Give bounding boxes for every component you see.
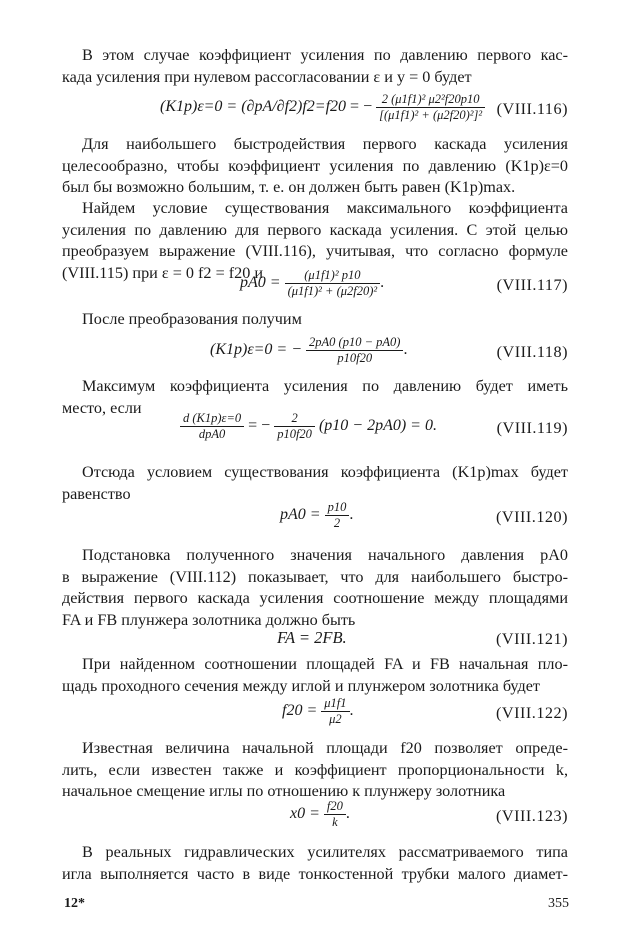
eq120-numerator: p10 [325, 500, 350, 516]
paragraph-real-amplifiers [62, 842, 568, 885]
text-line: В реальных гидравлических усилителях рассматриваемого типа [82, 843, 568, 861]
eq116-lhs: (K1p)ε=0 = (∂pA/∂f2)f2=f20 [160, 98, 347, 116]
eq119-lhs-numerator: d (K1p)ε=0 [180, 411, 244, 427]
equation-122 [62, 694, 568, 734]
eq123-lhs: x0 = [290, 805, 320, 823]
text-line: место, если [62, 398, 142, 417]
text-line: преобразуем выражение (VIII.116), учитывая, что согласно формуле [62, 242, 568, 260]
equation-118-formula: (K1p)ε=0 = − $\frac{2pA0 (p10 - pA0)}{p10f20}$ . [210, 335, 408, 365]
equation-116-formula: (K1p)ε=0 = (∂pA/∂f2)f2=f20 = − $\frac{\text{2 (μ1f1)² μ2²f20p10}}{\text{[(μ1f1)² + (μ2f20)²]²}}$ [160, 92, 485, 123]
eq122-numerator: μ1f1 [321, 696, 349, 712]
equation-number-122: (VIII.122) [496, 704, 568, 722]
eq120-lhs: pA0 = [280, 506, 321, 524]
equation-number-116: (VIII.116) [496, 100, 568, 118]
text-line: FA и FB плунжера золотника должно быть [62, 610, 356, 629]
eq117-numerator: (μ1f1)² p10 [285, 268, 381, 284]
eq116-numerator: 2 (μ1f1)² μ2²f20p10 [376, 92, 485, 108]
text-line: усиления по давлению для первого каскада усиления. С этой целью [62, 220, 568, 239]
text-line: При найденном соотношении площадей FA и FB начальная пло- [82, 655, 568, 673]
eq118-lhs: (K1p)ε=0 = − [210, 341, 303, 359]
eq117-denominator: (μ1f1)² + (μ2f20)² [287, 284, 378, 298]
text-line: лить, если известен также и коэффициент пропорциональности k, [62, 760, 568, 779]
eq122-lhs: f20 = [282, 702, 318, 720]
eq116-denominator: [(μ1f1)² + (μ2f20)²]² [379, 108, 483, 122]
equation-119-formula: $\frac{d (K1p)\varepsilon=0}{\text{dpA0}}$ = − $\frac{2}{p10f20}$ (p10 − 2pA0) = 0. [180, 411, 437, 442]
eq123-fraction [324, 799, 346, 830]
text-line: Известная величина начальной площади f20 позволяет опреде- [82, 739, 568, 757]
eq116-fraction [376, 92, 485, 123]
equation-number-118: (VIII.118) [496, 343, 568, 361]
equation-120 [62, 498, 568, 538]
eq120-denominator: 2 [333, 516, 341, 530]
equation-120-formula: pA0 = $\frac{p10}{2}$ . [280, 500, 354, 530]
paragraph-substitution [62, 545, 568, 631]
eq119-tail: (p10 − 2pA0) = 0. [318, 417, 437, 435]
equation-117-formula: pA0 = $\frac{\text{(μ1f1)² p10}}{\text{(μ1f1)² + (μ2f20)²}}$ . [240, 268, 385, 298]
text-line: щадь проходного сечения между иглой и плунжером золотника будет [62, 676, 541, 695]
text-line: када усиления при нулевом рассогласовании ε и y = 0 будет [62, 67, 472, 86]
text-line: (VIII.115) при ε = 0 f2 = f20 и [62, 263, 264, 282]
text-line: начальное смещение иглы по отношению к плунжеру золотника [62, 782, 506, 800]
eq119-denominator: p10f20 [277, 427, 312, 441]
text-line: Найдем условие существования максимального коэффициента [82, 199, 568, 217]
paragraph-area-ratio [62, 654, 568, 697]
eq119-numerator: 2 [274, 411, 315, 427]
equation-number-119: (VIII.119) [496, 419, 568, 437]
text-line: игла выполняется часто в виде тонкостенной трубки малого диамет- [62, 864, 568, 883]
eq119-lhs-denominator: dpA0 [198, 427, 226, 441]
paragraph-intro [62, 45, 568, 88]
text-line: Максимум коэффициента усиления по давлению будет иметь [82, 377, 568, 395]
eq123-numerator: f20 [324, 799, 346, 815]
eq118-fraction [306, 335, 403, 366]
equation-121-formula: FA = 2FB. [277, 628, 347, 647]
text-line: был бы возможно большим, т. е. он должен быть равен (K1p)max. [62, 178, 516, 196]
eq117-lhs: pA0 = [240, 274, 281, 292]
equation-119 [62, 409, 568, 449]
eq118-numerator: 2pA0 (p10 − pA0) [306, 335, 403, 351]
text-line: действия первого каскада усиления соотношение между площадями [62, 589, 568, 607]
eq120-fraction [325, 500, 350, 531]
equation-number-117: (VIII.117) [496, 276, 568, 294]
paragraph-speed [62, 134, 568, 199]
equation-number-120: (VIII.120) [496, 508, 568, 526]
equation-118 [62, 333, 568, 373]
equation-122-formula: f20 = $\frac{\mu 1f1}{\mu 2}$ . [282, 696, 354, 726]
equation-123 [62, 797, 568, 837]
text-line: Подстановка полученного значения начального давления pA0 [82, 546, 568, 564]
page-number: 355 [548, 896, 569, 911]
text-line: После преобразования получим [82, 310, 302, 328]
text-line: Отсюда условием существования коэффициента (K1p)max будет [82, 463, 568, 481]
equation-number-123: (VIII.123) [496, 807, 568, 825]
eq119-fraction [274, 411, 315, 442]
eq117-fraction [285, 268, 381, 299]
eq122-denominator: μ2 [329, 712, 342, 726]
eq119-derivative [180, 411, 244, 442]
text-line: Для наибольшего быстродействия первого каскада усиления [82, 135, 568, 153]
text-line: в выражение (VIII.112) показывает, что для наибольшего быстро- [62, 567, 568, 586]
paragraph-after-transform [62, 309, 568, 331]
text-line: равенство [62, 484, 131, 503]
equation-117 [62, 266, 568, 306]
paragraph-initial-area [62, 738, 568, 803]
eq123-denominator: k [332, 815, 338, 829]
equation-123-formula: x0 = $\frac{f20}{k}$ . [290, 799, 350, 829]
signature-mark: 12* [64, 896, 85, 911]
equation-116 [62, 90, 568, 130]
eq118-denominator: p10f20 [337, 351, 373, 365]
text-line: целесообразно, чтобы коэффициент усиления по давлению (K1p)ε=0 [62, 156, 568, 175]
text-line: В этом случае коэффициент усиления по давлению первого кас- [82, 46, 568, 64]
eq122-fraction [321, 696, 349, 727]
equation-number-121: (VIII.121) [496, 630, 568, 648]
